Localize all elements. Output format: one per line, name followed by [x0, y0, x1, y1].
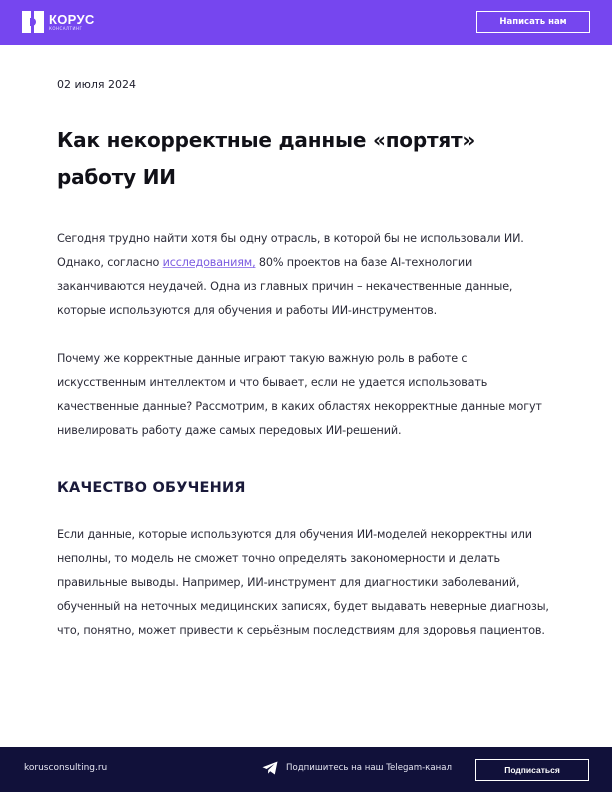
intro-text-start: Сегодня трудно найти хотя бы одну отрасль, в которой бы не использовали ИИ. Однако, согласно	[57, 232, 524, 269]
telegram-plane-icon	[262, 761, 278, 775]
research-link[interactable]: исследованиям,	[162, 256, 256, 269]
korus-logo[interactable]	[22, 11, 95, 33]
site-link[interactable]: korusconsulting.ru	[24, 763, 108, 773]
subscribe-button[interactable]: Подписаться	[475, 759, 589, 781]
top-bar	[0, 0, 612, 45]
intro-paragraph	[57, 227, 557, 323]
publish-date: 02 июля 2024	[57, 78, 137, 91]
telegram-promo	[262, 761, 452, 775]
intro-text-end: 80% проектов на базе AI-технологии заканчиваются неудачей. Одна из главных причин – некачественные данные, которые используются для обучения и работы ИИ-инструментов.	[57, 256, 513, 317]
logo-name: КОРУС	[49, 11, 95, 27]
footer-bar	[0, 747, 612, 792]
telegram-text: Подпишитесь на наш Telegam-канал	[286, 763, 453, 773]
article-title: Как некорректные данные «портят» работу ИИ	[57, 128, 476, 189]
section-heading: КАЧЕСТВО ОБУЧЕНИЯ	[57, 480, 246, 496]
logo-subtitle: КОНСАЛТИНГ	[49, 25, 83, 31]
question-paragraph: Почему же корректные данные играют такую важную роль в работе с искусственным интеллектом и что бывает, если не удается использовать качественные данные? Рассмотрим, в каких областях некорректные данные могут нивелировать работу даже самых передовых ИИ-решений.	[57, 352, 542, 437]
korus-logo-icon	[22, 11, 44, 33]
write-us-button[interactable]: Написать нам	[476, 11, 590, 33]
training-quality-paragraph: Если данные, которые используются для обучения ИИ-моделей некорректны или неполны, то модель не сможет точно определять закономерности и делать правильные выводы. Например, ИИ-инструмент для диагностики заболеваний, обученный на неточных медицинских записях, будет выдавать неверные диагнозы, что, понятно, может привести к серьёзным последствиям для здоровья пациентов.	[57, 528, 549, 637]
